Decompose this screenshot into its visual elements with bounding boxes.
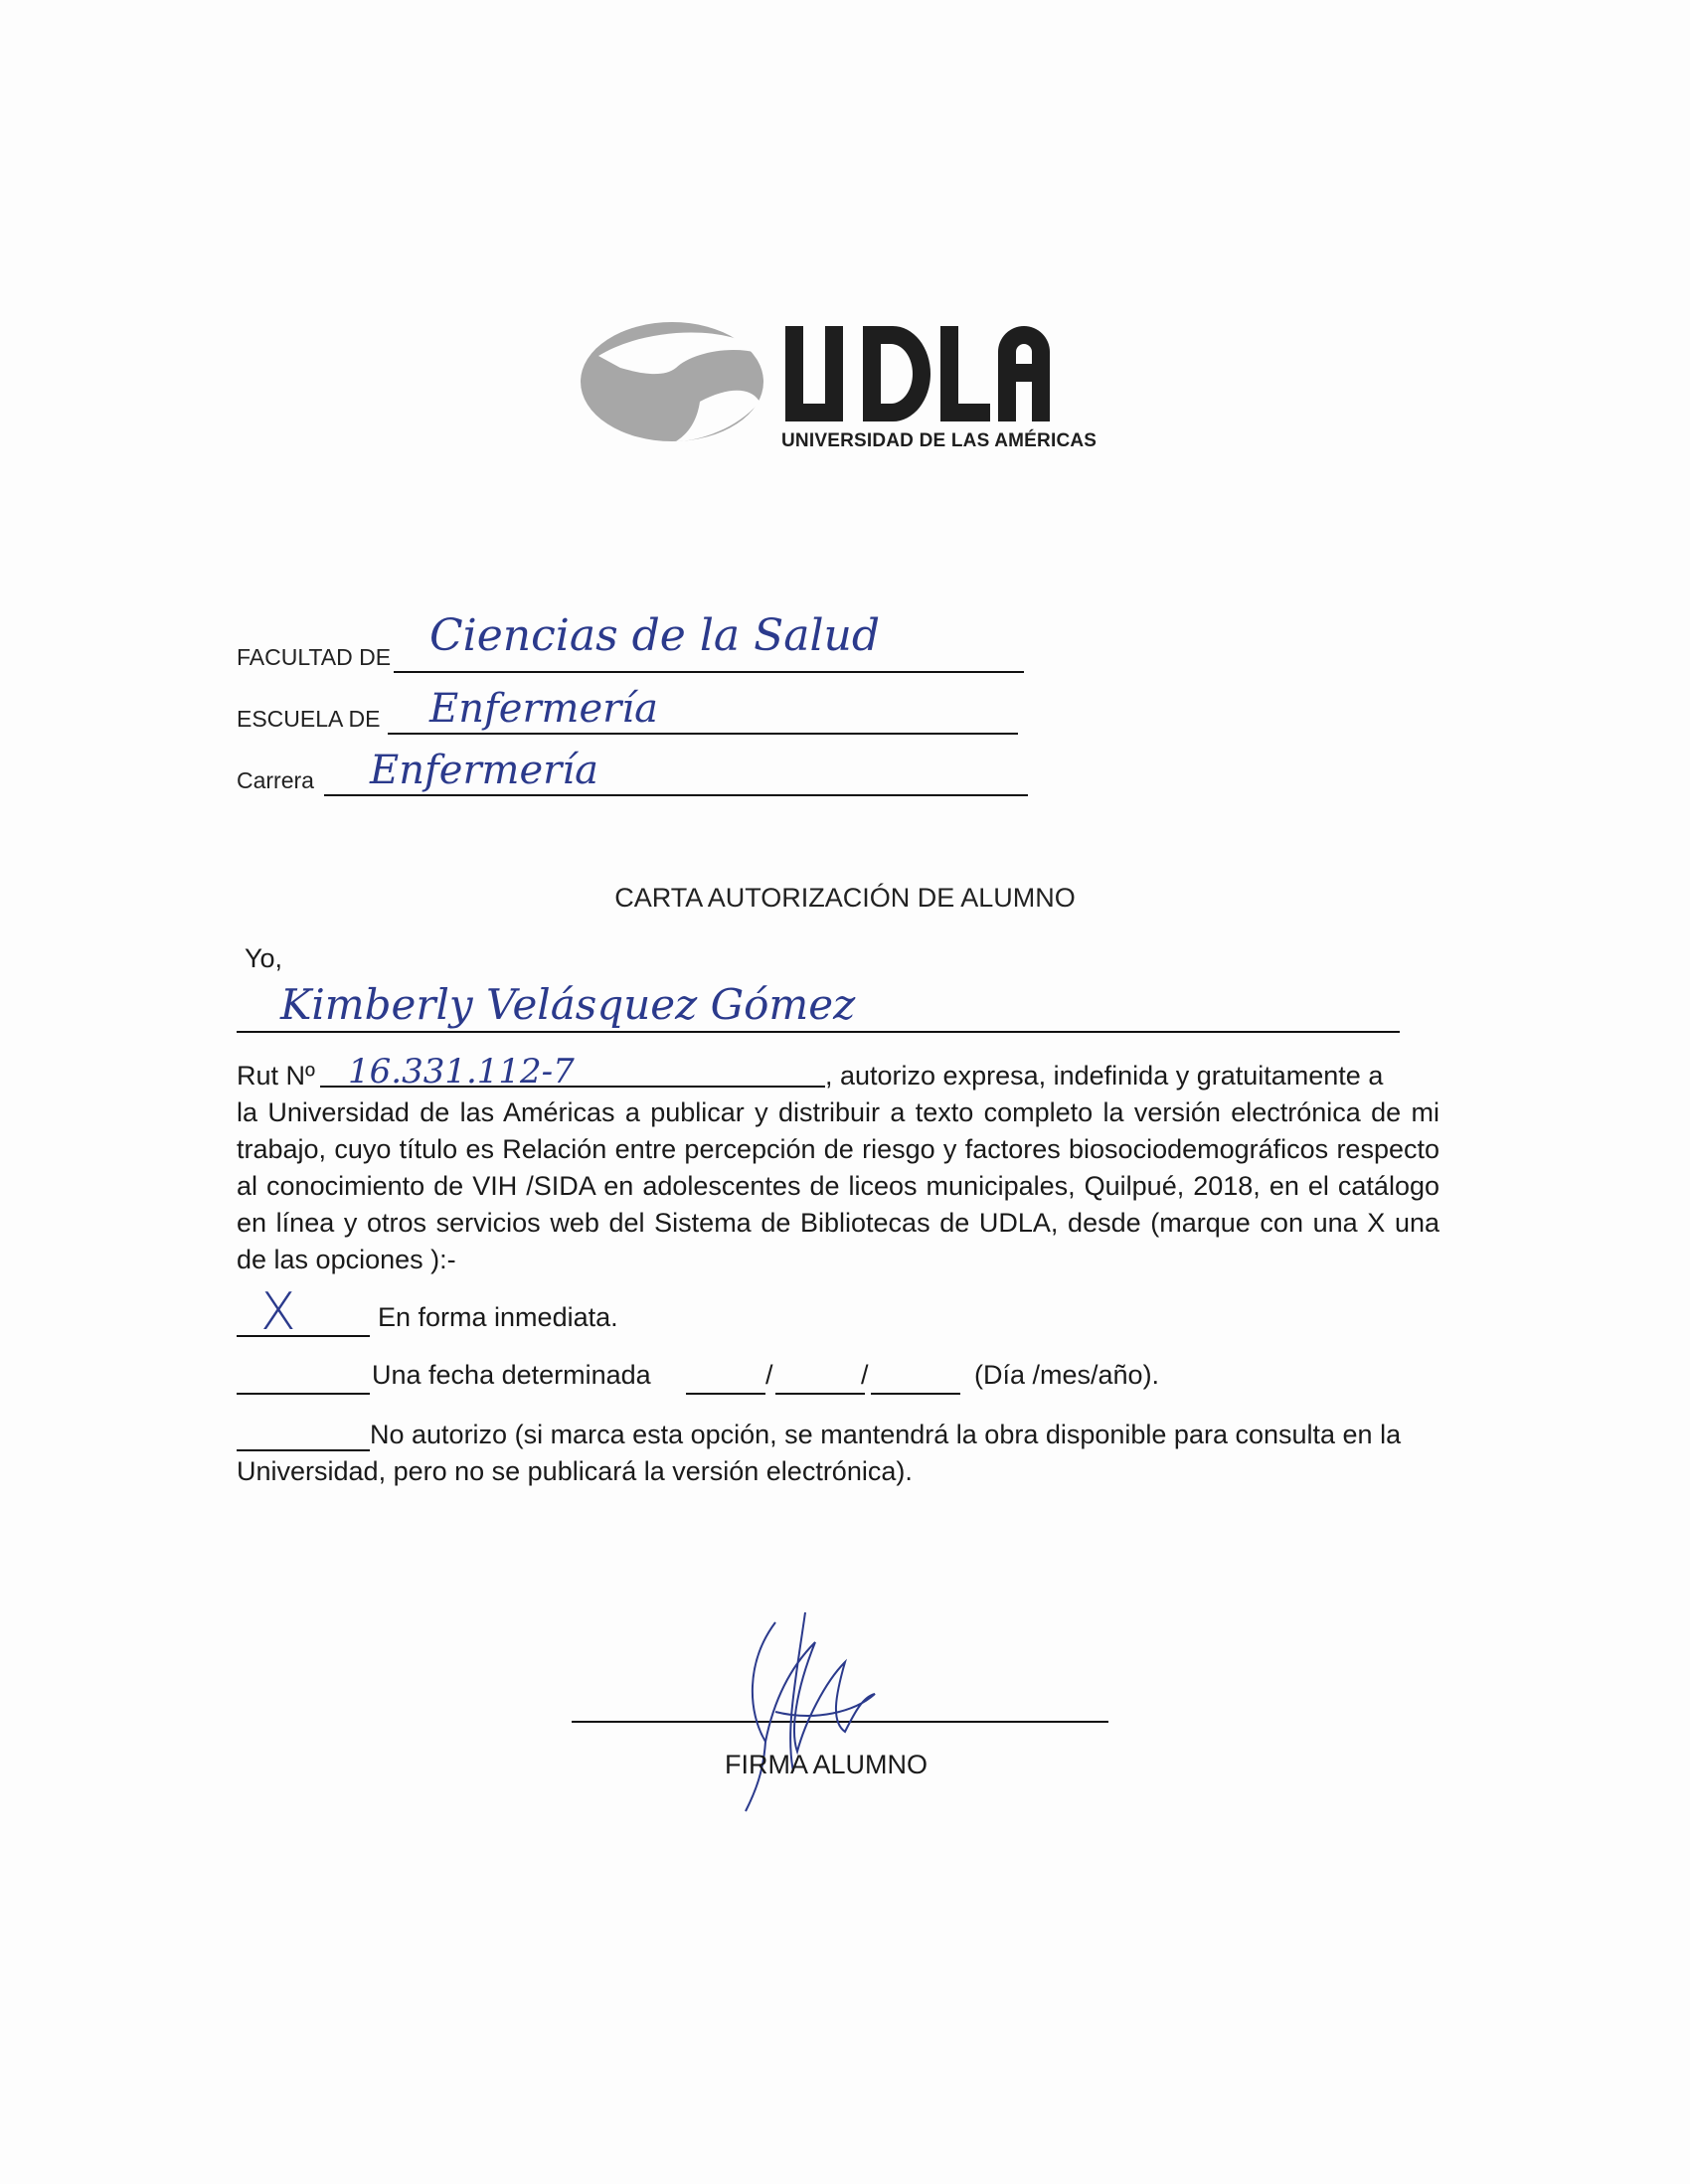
signature-scribble (736, 1602, 885, 1831)
option-immediate-blank (237, 1335, 370, 1337)
rut-label: Rut Nº (237, 1061, 315, 1091)
date-day-line (686, 1393, 765, 1395)
facultad-label: FACULTAD DE (237, 644, 392, 670)
authorization-paragraph: la Universidad de las Américas a publicar y distribuir a texto completo la versión electrónica de mi trabajo, cuyo título es Relación entre percepción de riesgo y factores biosociodemográficos respecto al conocimiento de VIH /SIDA en adolescentes de liceos municipales, Quilpué, 2018, en el catálogo en línea y otros servicios web del Sistema de Bibliotecas de UDLA, desde (marque con una X una de las opciones ):- (237, 1097, 1439, 1274)
signature-label: FIRMA ALUMNO (725, 1750, 929, 1779)
rut-value: 16.331.112-7 (348, 1052, 575, 1092)
authorization-line1: , autorizo expresa, indefinida y gratuitamente a (825, 1061, 1384, 1091)
document-title: CARTA AUTORIZACIÓN DE ALUMNO (614, 883, 1076, 913)
name-line (237, 1031, 1400, 1033)
option-deny-label: No autorizo (si marca esta opción, se mantendrá la obra disponible para consulta en la Universidad, pero no se publicará la versión electrónica). (237, 1420, 1402, 1486)
option-date-blank (237, 1393, 370, 1395)
escuela-value: Enfermería (429, 686, 658, 732)
carrera-line (324, 794, 1028, 796)
date-sep-2: / (861, 1360, 869, 1390)
facultad-line (394, 671, 1024, 673)
student-name: Kimberly Velásquez Gómez (280, 980, 856, 1029)
option-immediate-mark: X (260, 1282, 296, 1342)
carrera-label: Carrera (237, 767, 314, 793)
escuela-line (388, 733, 1018, 735)
date-month-line (775, 1393, 865, 1395)
option-immediate-label: En forma inmediata. (378, 1302, 618, 1332)
option-date-label: Una fecha determinada (372, 1360, 651, 1390)
escuela-label: ESCUELA DE (237, 706, 381, 732)
date-hint: (Día /mes/año). (974, 1360, 1160, 1390)
carrera-value: Enfermería (370, 748, 598, 793)
logo-subtitle: UNIVERSIDAD DE LAS AMÉRICAS (781, 430, 1098, 451)
yo-label: Yo, (245, 943, 283, 973)
date-year-line (871, 1393, 960, 1395)
facultad-value: Ciencias de la Salud (429, 610, 881, 661)
date-sep-1: / (765, 1360, 773, 1390)
